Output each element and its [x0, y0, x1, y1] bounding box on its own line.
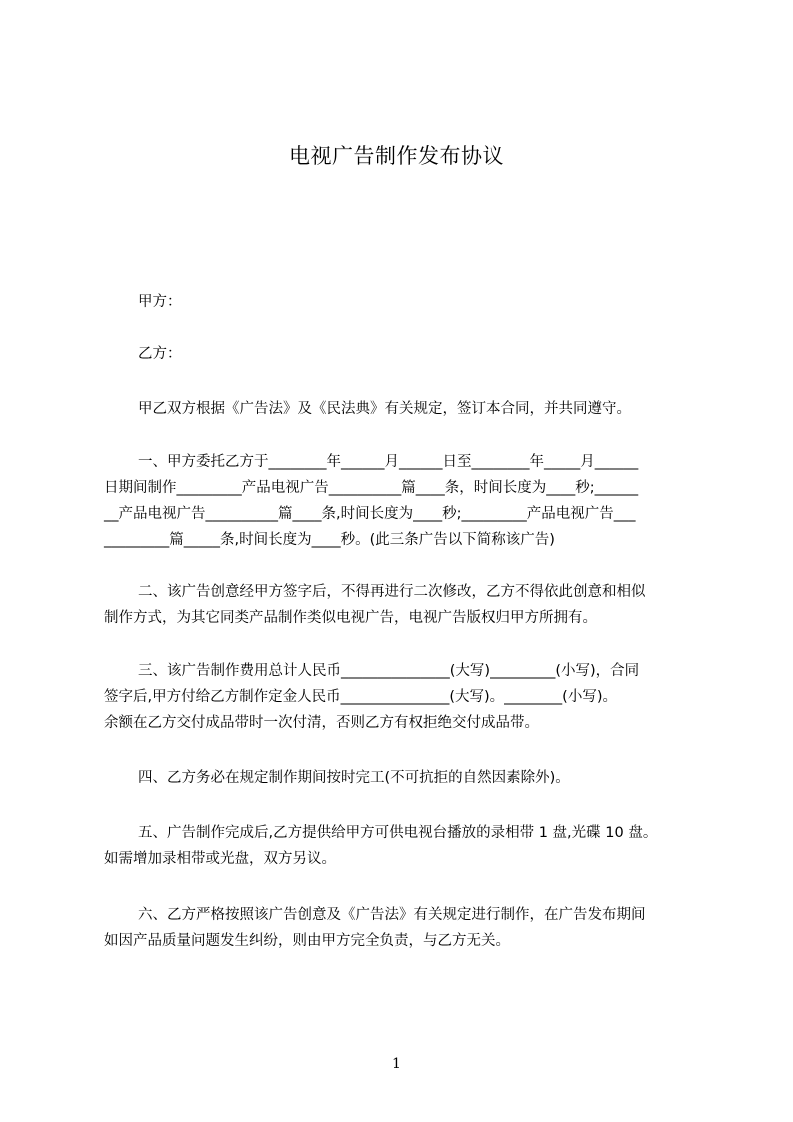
intro-text: 甲乙双方根据《广告法》及《民法典》有关规定，签订本合同，并共同遵守。 [138, 401, 631, 417]
party-b-label: 乙方： [138, 346, 182, 362]
clause-6-line: 六、乙方严格按照该广告创意及《广告法》有关规定进行制作，在广告发布期间 [138, 907, 646, 923]
clause-1-line: __产品电视广告__________篇____条,时间长度为____秒;_________产品电视广告___ [104, 506, 636, 522]
clause-5 [104, 820, 704, 872]
clause-3-line: 余额在乙方交付成品带时一次付清，否则乙方有权拒绝交付成品带。 [104, 715, 539, 731]
clause-3 [104, 658, 704, 736]
party-a-line [104, 289, 704, 315]
page-number: 1 [392, 1056, 401, 1072]
clause-1-line: 日期间制作_________产品电视广告__________篇____条，时间长度为____秒;______ [104, 480, 639, 496]
clause-4-text: 四、乙方务必在规定制作期间按时完工(不可抗拒的自然因素除外)。 [138, 770, 570, 786]
clause-2-line: 二、该广告创意经甲方签字后，不得再进行二次修改，乙方不得依此创意和相似 [138, 584, 646, 600]
clause-3-line: 三、该广告制作费用总计人民币_______________(大写)_________(小写)，合同 [138, 663, 640, 679]
clause-2 [104, 579, 704, 631]
clause-1-line: 一、甲方委托乙方于________年______月______日至________年_____月______ [138, 454, 639, 470]
clause-6 [104, 902, 704, 954]
clause-4 [104, 765, 704, 791]
party-b-line [104, 341, 704, 367]
clause-5-line: 五、广告制作完成后,乙方提供给甲方可供电视台播放的录相带 1 盘,光碟 10 盘。 [138, 825, 658, 841]
clause-2-line: 制作方式，为其它同类产品制作类似电视广告，电视广告版权归甲方所拥有。 [104, 610, 597, 626]
clause-1 [104, 449, 704, 553]
party-a-label: 甲方： [138, 294, 182, 310]
intro-paragraph [104, 396, 704, 422]
clause-1-line: _________篇_____条,时间长度为____秒。(此三条广告以下简称该广告) [104, 532, 555, 548]
clause-5-line: 如需增加录相带或光盘，双方另议。 [104, 851, 336, 867]
clause-3-line: 签字后,甲方付给乙方制作定金人民币_______________(大写)。________(小写)。 [104, 689, 617, 705]
clause-6-line: 如因产品质量问题发生纠纷，则由甲方完全负责，与乙方无关。 [104, 933, 510, 949]
document-title: 电视广告制作发布协议 [289, 144, 504, 168]
